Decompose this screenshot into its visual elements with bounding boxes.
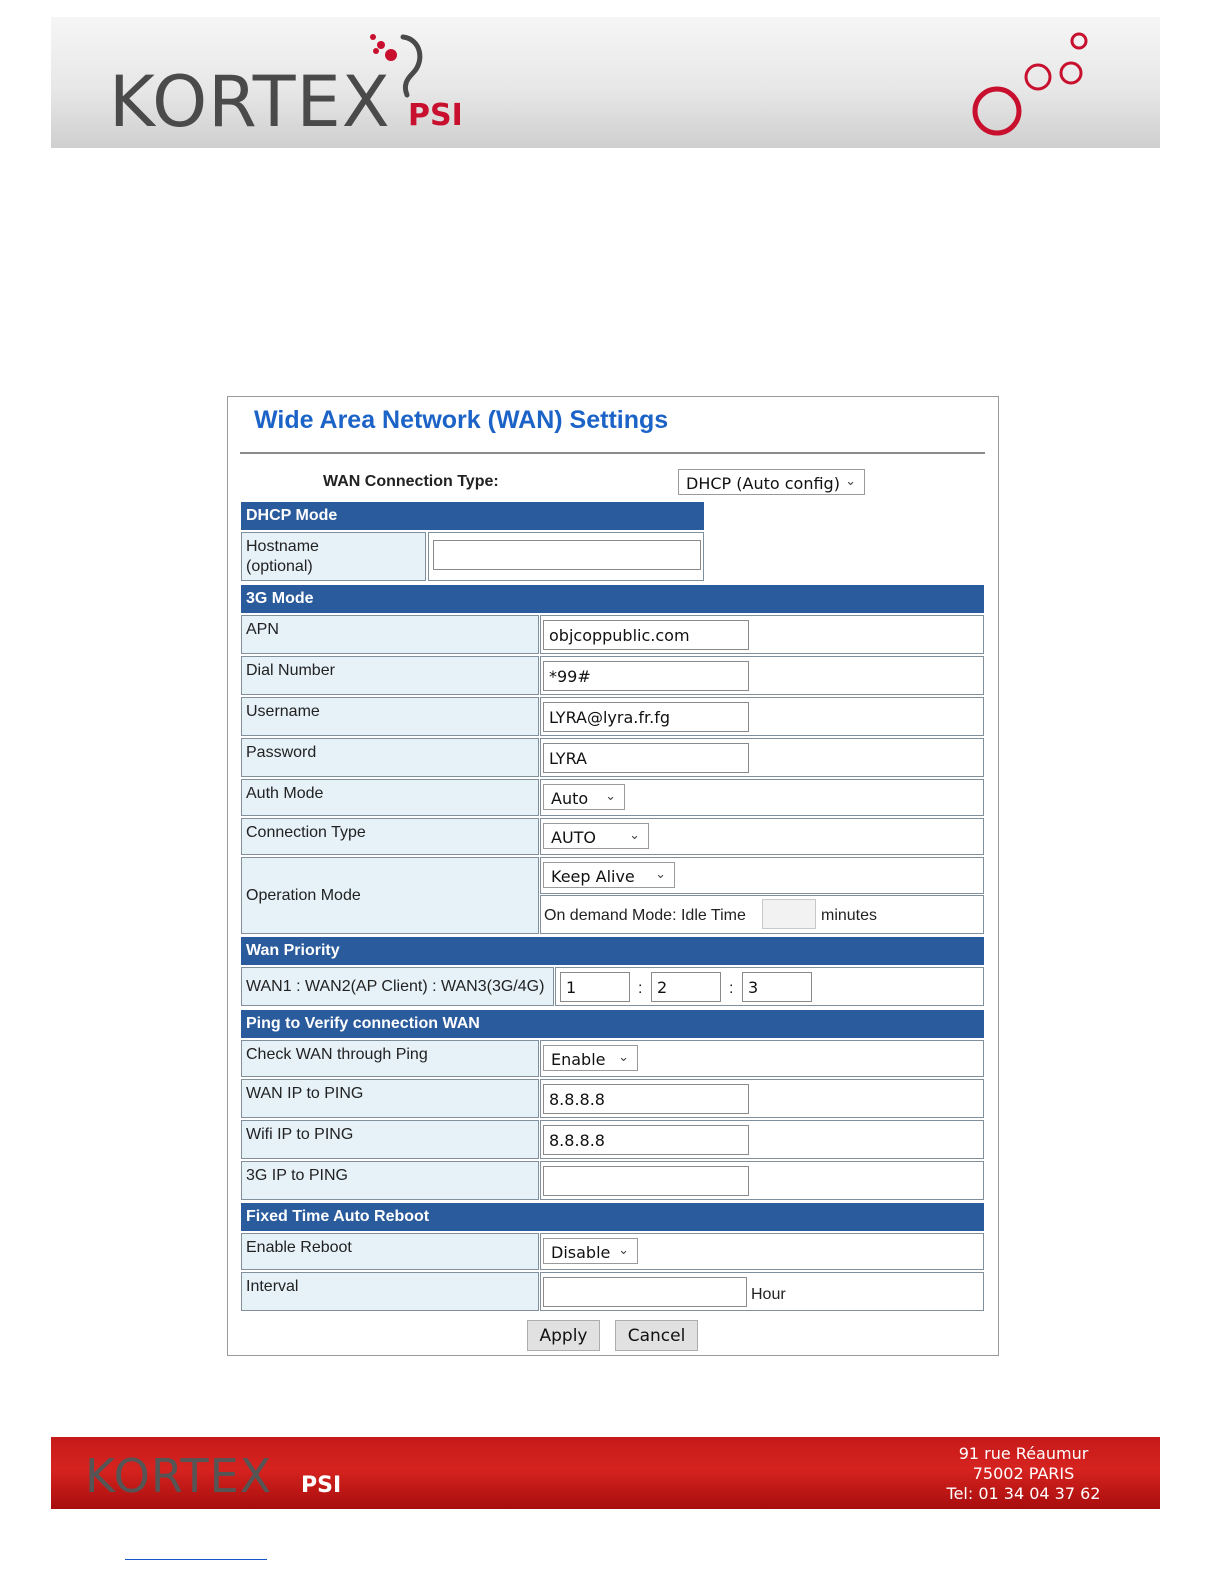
connection-type-cell [540, 818, 984, 855]
wifi-ip-ping-row [241, 1120, 984, 1159]
chevron-down-icon: ⌄ [618, 1050, 629, 1065]
footer-banner [51, 1437, 1160, 1509]
username-input[interactable]: LYRA@lyra.fr.fg [543, 702, 749, 732]
idle-time-label: On demand Mode: Idle Time [544, 907, 746, 924]
chevron-down-icon: ⌄ [845, 474, 856, 489]
footer-logo-text: KORTEX [85, 1449, 273, 1503]
dial-number-cell [540, 656, 984, 695]
check-ping-row [241, 1040, 984, 1077]
hostname-label [241, 532, 426, 581]
wan-ip-ping-label: WAN IP to PING [241, 1079, 539, 1118]
auth-mode-value: Auto [551, 789, 589, 808]
dial-number-input[interactable]: *99# [543, 661, 749, 691]
auth-mode-row [241, 779, 984, 816]
auth-mode-label: Auth Mode [241, 779, 539, 816]
wifi-ip-ping-label: Wifi IP to PING [241, 1120, 539, 1159]
wan-settings-panel [227, 396, 999, 1356]
3g-ip-ping-row [241, 1161, 984, 1200]
section-wan-priority: Wan Priority [241, 937, 984, 965]
wan-priority-cell [555, 967, 984, 1006]
enable-reboot-cell [540, 1233, 984, 1270]
wan-priority-row [241, 967, 984, 1006]
enable-reboot-label: Enable Reboot [241, 1233, 539, 1270]
hostname-input[interactable] [433, 540, 701, 570]
auth-mode-cell [540, 779, 984, 816]
password-label: Password [241, 738, 539, 777]
operation-mode-label-text: Operation Mode [246, 887, 361, 904]
operation-mode-cell [540, 857, 984, 894]
apn-label: APN [241, 615, 539, 654]
chevron-down-icon: ⌄ [605, 789, 616, 804]
enable-reboot-row [241, 1233, 984, 1270]
username-label: Username [241, 697, 539, 736]
cancel-button[interactable]: Cancel [615, 1320, 698, 1351]
password-input[interactable]: LYRA [543, 743, 749, 773]
dial-number-row [241, 656, 984, 695]
footer-logo-suffix: PSI [301, 1473, 342, 1498]
enable-reboot-select[interactable] [543, 1238, 638, 1264]
connection-type-row [241, 818, 984, 855]
interval-input[interactable] [543, 1277, 747, 1307]
wan-priority-label: WAN1 : WAN2(AP Client) : WAN3(3G/4G) [241, 967, 554, 1006]
section-auto-reboot: Fixed Time Auto Reboot [241, 1203, 984, 1231]
title-divider [240, 452, 985, 454]
interval-row [241, 1272, 984, 1311]
chevron-down-icon: ⌄ [618, 1243, 629, 1258]
interval-cell [540, 1272, 984, 1311]
address-street: 91 rue Réaumur [958, 1444, 1089, 1463]
idle-time-unit: minutes [821, 907, 878, 924]
apn-cell [540, 615, 984, 654]
check-ping-label: Check WAN through Ping [241, 1040, 539, 1077]
check-ping-select[interactable] [543, 1045, 638, 1071]
logo-text: KORTEX [109, 61, 391, 143]
wan-ip-ping-row [241, 1079, 984, 1118]
wifi-ip-ping-input[interactable]: 8.8.8.8 [543, 1125, 749, 1155]
3g-ip-ping-label: 3G IP to PING [241, 1161, 539, 1200]
wan-connection-type-value: DHCP (Auto config) [686, 474, 840, 493]
header-banner [51, 17, 1160, 148]
footer-address [921, 1444, 1126, 1504]
priority-separator: : [729, 980, 734, 997]
check-ping-cell [540, 1040, 984, 1077]
wan-connection-type-select[interactable] [678, 469, 865, 495]
3g-ip-ping-input[interactable] [543, 1166, 749, 1196]
wan-ip-ping-input[interactable]: 8.8.8.8 [543, 1084, 749, 1114]
logo-suffix: PSI [408, 98, 463, 133]
hostname-label-line2: (optional) [246, 558, 313, 575]
section-3g-mode: 3G Mode [241, 585, 984, 613]
auth-mode-select[interactable] [543, 784, 625, 810]
chevron-down-icon: ⌄ [629, 828, 640, 843]
hostname-row [241, 532, 704, 581]
section-ping-verify: Ping to Verify connection WAN [241, 1010, 984, 1038]
wan1-priority-input[interactable]: 1 [560, 972, 630, 1002]
hostname-cell [428, 532, 704, 581]
address-phone: Tel: 01 34 04 37 62 [946, 1484, 1101, 1503]
operation-mode-label [241, 857, 539, 934]
operation-mode-row [241, 857, 984, 934]
idle-time-input[interactable] [762, 899, 816, 929]
apply-button[interactable]: Apply [527, 1320, 600, 1351]
wan3-priority-input[interactable]: 3 [742, 972, 812, 1002]
username-row [241, 697, 984, 736]
interval-unit: Hour [751, 1286, 786, 1303]
page-title: Wide Area Network (WAN) Settings [254, 406, 669, 434]
operation-mode-value: Keep Alive [551, 867, 635, 886]
wan2-priority-input[interactable]: 2 [651, 972, 721, 1002]
3g-ip-ping-cell [540, 1161, 984, 1200]
connection-type-select[interactable] [543, 823, 649, 849]
wan-ip-ping-cell [540, 1079, 984, 1118]
operation-mode-select[interactable] [543, 862, 675, 888]
idle-time-cell [540, 895, 984, 934]
apn-row [241, 615, 984, 654]
dial-number-label: Dial Number [241, 656, 539, 695]
password-row [241, 738, 984, 777]
hostname-label-line1: Hostname [246, 538, 319, 555]
check-ping-value: Enable [551, 1050, 606, 1069]
password-cell [540, 738, 984, 777]
wifi-ip-ping-cell [540, 1120, 984, 1159]
wan-connection-type-label: WAN Connection Type: [323, 473, 499, 490]
bubbles-icon [969, 27, 1109, 142]
connection-type-label: Connection Type [241, 818, 539, 855]
connection-type-value: AUTO [551, 828, 597, 847]
apn-input[interactable]: objcoppublic.com [543, 620, 749, 650]
enable-reboot-value: Disable [551, 1243, 611, 1262]
chevron-down-icon: ⌄ [655, 867, 666, 882]
address-city: 75002 PARIS [972, 1464, 1075, 1483]
interval-label: Interval [241, 1272, 539, 1311]
username-cell [540, 697, 984, 736]
page-bottom-divider [125, 1559, 267, 1560]
priority-separator: : [638, 980, 643, 997]
section-dhcp-mode: DHCP Mode [241, 502, 704, 530]
